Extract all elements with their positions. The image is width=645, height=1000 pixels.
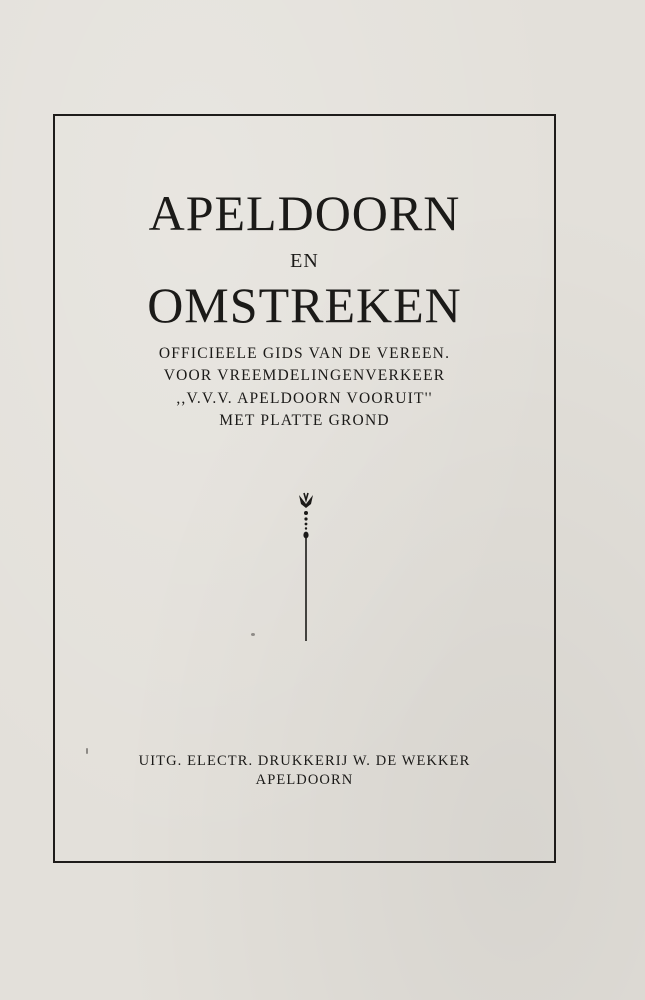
title-en: EN: [290, 250, 319, 272]
subtitle-line-2: VOOR VREEMDELINGENVERKEER: [163, 367, 446, 384]
subtitle-line-1: OFFICIEELE GIDS VAN DE VEREEN.: [158, 345, 451, 362]
title-omstreken: OMSTREKEN: [147, 277, 462, 333]
title-apeldoorn: APELDOORN: [148, 185, 461, 241]
publisher-line-2: APELDOORN: [255, 772, 354, 788]
paper-speck: [251, 633, 255, 636]
subtitle-line-3: ,,V.V.V. APELDOORN VOORUIT'': [176, 390, 433, 407]
tulip-staff-ornament-icon: [290, 492, 322, 644]
subtitle-line-4: MET PLATTE GROND: [219, 412, 390, 429]
publisher-line-1: UITG. ELECTR. DRUKKERIJ W. DE WEKKER: [138, 753, 471, 769]
paper-speck: [86, 748, 88, 754]
